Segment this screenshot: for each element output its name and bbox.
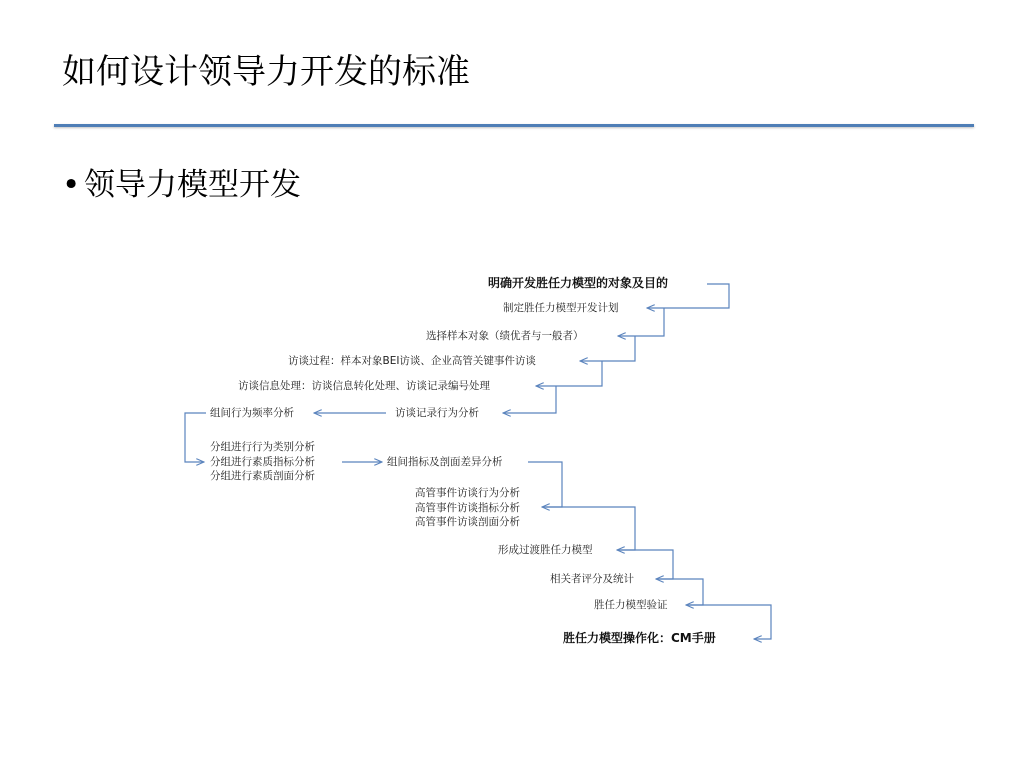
connector-2-3 [618,308,664,336]
executive-analysis-line: 高管事件访谈剖面分析 [415,516,520,528]
flow-step-stakeholder-rating: 相关者评分及统计 [550,573,634,585]
bullet-text: 领导力模型开发 [84,167,301,203]
bullet-marker: • [62,167,81,203]
flow-step-interview-processing: 访谈信息处理：访谈信息转化处理、访谈记录编号处理 [238,380,490,392]
executive-analysis-line: 高管事件访谈指标分析 [415,501,520,514]
flow-step-select-samples: 选择样本对象（绩优者与一般者） [426,330,584,342]
flow-step-group-analyses [210,440,315,484]
slide-title: 如何设计领导力开发的标准 [62,52,470,92]
flow-step-operationalization: 胜任力模型操作化：CM手册 [563,631,716,645]
group-analysis-line: 分组进行素质指标分析 [210,455,315,468]
connector-7-8 [185,413,206,462]
flow-step-executive-analyses [415,486,520,530]
connector-4-5 [536,361,602,386]
flow-step-transition-model: 形成过渡胜任力模型 [498,544,593,556]
executive-analysis-line: 高管事件访谈行为分析 [415,487,520,499]
flow-step-define-objective: 明确开发胜任力模型的对象及目的 [488,276,669,290]
connector-9-10 [528,462,562,507]
flow-step-development-plan: 制定胜任力模型开发计划 [503,302,619,314]
flow-step-indicator-difference: 组间指标及剖面差异分析 [387,456,503,468]
connector-5-6 [503,386,556,413]
flow-step-model-validation: 胜任力模型验证 [594,599,668,611]
group-analysis-line: 分组进行素质剖面分析 [210,470,315,482]
group-analysis-line: 分组进行行为类别分析 [210,441,315,453]
flow-step-behavior-analysis: 访谈记录行为分析 [395,407,479,419]
flow-step-interview-process: 访谈过程：样本对象BEI访谈、企业高管关键事件访谈 [288,355,536,367]
flow-step-group-frequency: 组间行为频率分析 [210,407,294,419]
connector-3-4 [580,336,635,361]
